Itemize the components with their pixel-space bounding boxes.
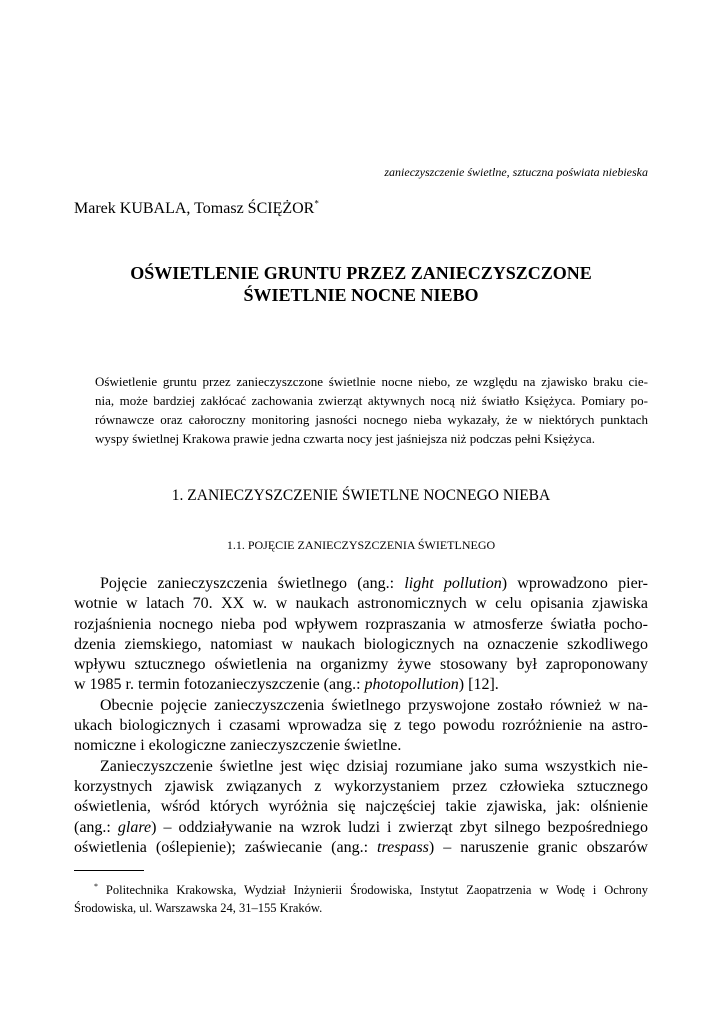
term-photopollution: photopollution [364, 676, 459, 694]
title-line-1: OŚWIETLENIE GRUNTU PRZEZ ZANIECZYSZCZONE [130, 263, 592, 283]
abstract-line: Oświetlenie gruntu przez zanieczyszczone świetlnie nocne niebo, ze względu na zjawisko braku cie- [95, 374, 648, 389]
term-light-pollution: light pollution [404, 575, 502, 592]
footnote-divider [74, 870, 144, 871]
body-line: rozjaśnienia nocnego nieba pod wpływem rozpraszania w atmosferze światła pocho- [74, 615, 648, 633]
abstract-line: nia, może bardziej zakłócać zachowania zwierząt aktywnych nocą niż światło Księżyca. Pomiary po- [95, 393, 648, 408]
body-text [74, 574, 648, 858]
keywords: zanieczyszczenie świetlne, sztuczna poświata niebieska [384, 165, 648, 179]
body-line: ukach biologicznych i czasami wprowadza się z tego powodu rozróżnienie na astro- [74, 717, 648, 735]
authors-line [74, 200, 319, 218]
body-line: w 1985 r. termin fotozanieczyszczenie (ang.: photopollution) [12]. [74, 676, 499, 694]
abstract [95, 372, 648, 448]
title-line-2: ŚWIETLNIE NOCNE NIEBO [243, 285, 479, 305]
body-line: Pojęcie zanieczyszczenia świetlnego (ang.: light pollution) wprowadzono pier- [100, 575, 649, 592]
body-line: wotnie w latach 70. XX w. w naukach astronomicznych w celu opisania zjawiska [74, 595, 648, 613]
footnote [74, 881, 648, 917]
body-line: dzenia ziemskiego, natomiast w naukach biologicznych na oznaczenie szkodliwego [74, 635, 648, 653]
abstract-line: wyspy świetlnej Krakowa prawie jedna czwarta nocy jest jaśniejsza niż podczas pełni Księżyca. [95, 431, 595, 446]
body-line: oświetlenia (oślepienie); zaświecanie (ang.: trespass) – naruszenie granic obszarów [74, 838, 648, 856]
body-line: (ang.: glare) – oddziaływanie na wzrok ludzi i zwierząt zbyt silnego bezpośredniego [74, 818, 649, 836]
body-line: korzystnych zjawisk związanych z wykorzystaniem przez człowieka sztucznego [74, 777, 648, 795]
section-heading: 1. ZANIECZYSZCZENIE ŚWIETLNE NOCNEGO NIEBA [171, 487, 551, 504]
body-line: wpływu sztucznego oświetlenia na organizmy żywe stosowany był zaproponowany [74, 656, 648, 674]
author-footnote-mark: * [314, 198, 319, 209]
term-glare: glare [117, 818, 152, 836]
footnote-mark: * [94, 881, 98, 891]
abstract-line: równawcze oraz całoroczny monitoring jasności nocnego nieba wykazały, że w niektórych punktach [95, 412, 648, 427]
body-line: oświetlenia, wśród których wyróżnia się najczęściej takie zjawiska, jak: olśnienie [74, 798, 648, 816]
authors: Marek KUBALA, Tomasz ŚCIĘŻOR [74, 200, 315, 217]
footnote-line: * Politechnika Krakowska, Wydział Inżynierii Środowiska, Instytut Zaopatrzenia w Wodę i Ochrony [94, 881, 648, 897]
body-line: Zanieczyszczenie świetlne jest więc dzisiaj rozumiane jako suma wszystkich nie- [100, 757, 648, 775]
footnote-line: Środowiska, ul. Warszawska 24, 31–155 Kraków. [74, 901, 323, 915]
paper-title [74, 262, 648, 306]
body-line: nomiczne i ekologiczne zanieczyszczenie świetlne. [74, 737, 402, 755]
body-line: Obecnie pojęcie zanieczyszczenia świetlnego przyswojone zostało również w na- [100, 696, 648, 714]
subsection-heading: 1.1. POJĘCIE ZANIECZYSZCZENIA ŚWIETLNEGO [226, 538, 496, 552]
term-trespass: trespass [377, 838, 429, 856]
